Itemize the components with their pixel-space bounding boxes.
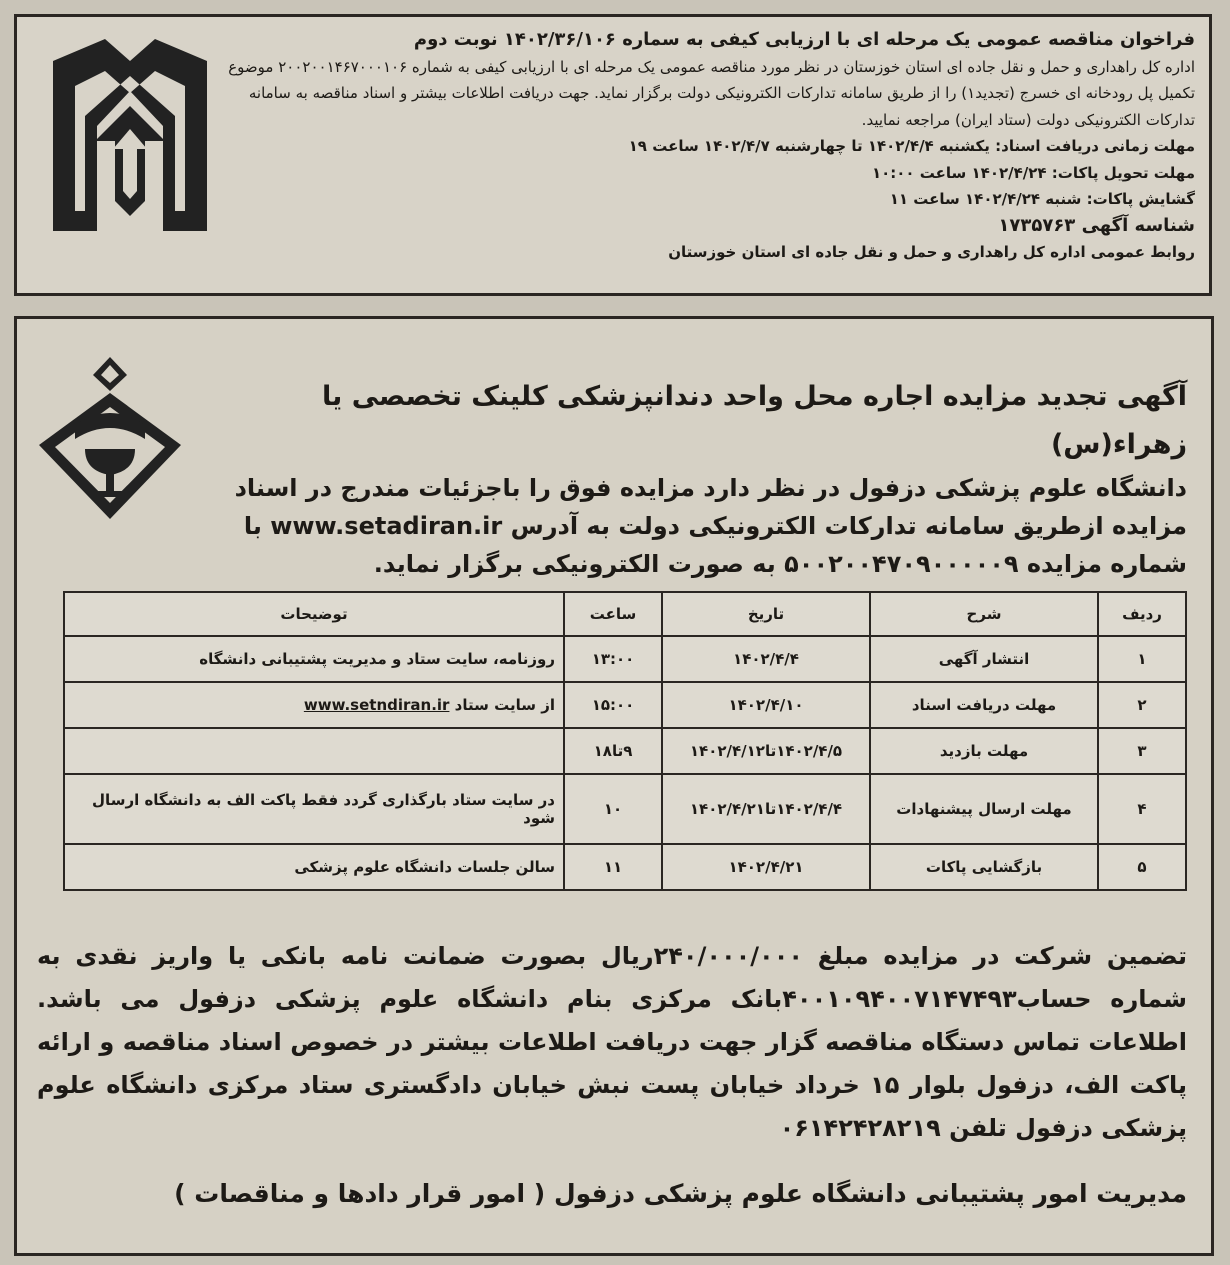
col-notes-header: توضیحات	[64, 592, 564, 636]
auction-footer: تضمین شرکت در مزایده مبلغ ۲۴۰/۰۰۰/۰۰۰ریال بصورت ضمانت نامه بانکی یا واریز نقدی به شماره حساب۴۰۰۱۰۹۴۰۰۷۱۴۷۴۹۳بانک مرکزی بنام دانشگاه علوم پزشکی دزفول می باشد. اطلاعات تماس دستگاه مناقصه گزار جهت دریافت اطلاعات بیشتر در خصوص اسناد مناقصه و ارائه پاکت الف، دزفول بلوار ۱۵ خرداد خیابان پست نبش خیابان دادگستری ستاد مرکزی دانشگاه علوم پزشکی دزفول تلفن ۰۶۱۴۲۴۲۸۲۱۹	[37, 942, 1187, 1142]
cell-date: ۱۴۰۲/۴/۱۰	[662, 682, 870, 728]
cell-notes-text: از سایت ستاد	[454, 696, 555, 714]
cell-row: ۳	[1098, 728, 1186, 774]
opening-date: گشایش پاکات: شنبه ۱۴۰۲/۴/۲۴ ساعت ۱۱	[889, 190, 1195, 208]
col-date-header: تاریخ	[662, 592, 870, 636]
tender-signature: روابط عمومی اداره کل راهداری و حمل و نقل جاده ای استان خوزستان	[668, 243, 1195, 261]
intro-text-1: دانشگاه علوم پزشکی دزفول در نظر دارد مزایده فوق را باجزئیات مندرج در اسناد مزایده ازطریق سامانه تدارکات الکترونیکی دولت به آدرس	[234, 474, 1187, 540]
auction-intro	[197, 469, 1187, 583]
road-organization-logo-icon	[35, 31, 225, 241]
delivery-deadline: مهلت تحویل پاکات: ۱۴۰۲/۴/۲۴ ساعت ۱۰:۰۰	[871, 163, 1195, 182]
cell-time: ۱۱	[564, 844, 662, 890]
table-header-row	[64, 592, 1186, 636]
cell-row: ۵	[1098, 844, 1186, 890]
cell-notes: سالن جلسات دانشگاه علوم پزشکی	[64, 844, 564, 890]
cell-row: ۴	[1098, 774, 1186, 844]
cell-desc: مهلت بازدید	[870, 728, 1098, 774]
cell-notes	[64, 682, 564, 728]
table-row	[64, 774, 1186, 844]
cell-desc: بازگشایی پاکات	[870, 844, 1098, 890]
col-desc-header: شرح	[870, 592, 1098, 636]
cell-time: ۹تا۱۸	[564, 728, 662, 774]
cell-date: ۱۴۰۲/۴/۴	[662, 636, 870, 682]
auction-notice-box	[14, 316, 1214, 1256]
cell-date: ۱۴۰۲/۴/۵تا۱۴۰۲/۴/۱۲	[662, 728, 870, 774]
cell-date: ۱۴۰۲/۴/۲۱	[662, 844, 870, 890]
cell-row: ۲	[1098, 682, 1186, 728]
cell-desc: مهلت ارسال پیشنهادات	[870, 774, 1098, 844]
cell-date: ۱۴۰۲/۴/۴تا۱۴۰۲/۴/۲۱	[662, 774, 870, 844]
table-row	[64, 636, 1186, 682]
schedule-table	[63, 591, 1187, 891]
setndiran-link[interactable]: www.setndiran.ir	[303, 696, 450, 714]
col-row-header: ردیف	[1098, 592, 1186, 636]
table-row	[64, 844, 1186, 890]
table-row	[64, 728, 1186, 774]
tender-notice-box	[14, 14, 1212, 296]
auction-title: آگهی تجدید مزایده اجاره محل واحد دندانپزشکی کلینک تخصصی یا زهراء(س)	[322, 381, 1187, 460]
cell-time: ۱۰	[564, 774, 662, 844]
tender-title: فراخوان مناقصه عمومی یک مرحله ای با ارزیابی کیفی به سماره ۱۴۰۲/۳۶/۱۰۶ نوبت دوم	[413, 29, 1195, 50]
setadiran-link[interactable]: www.setadiran.ir	[270, 512, 503, 540]
cell-time: ۱۵:۰۰	[564, 682, 662, 728]
university-medical-sciences-logo-icon	[35, 353, 185, 523]
intro-text-2: با شماره مزایده ۵۰۰۲۰۰۴۷۰۹۰۰۰۰۰۹ به صورت الکترونیکی برگزار نماید.	[243, 512, 1187, 578]
cell-notes: در سایت ستاد بارگذاری گردد فقط پاکت الف به دانشگاه ارسال شود	[64, 774, 564, 844]
cell-notes: روزنامه، سایت ستاد و مدیریت پشتیبانی دانشگاه	[64, 636, 564, 682]
auction-signature: مدیریت امور پشتیبانی دانشگاه علوم پزشکی دزفول ( امور قرار دادها و مناقصات )	[174, 1179, 1187, 1208]
ad-id: شناسه آگهی ۱۷۳۵۷۶۳	[998, 214, 1195, 236]
cell-row: ۱	[1098, 636, 1186, 682]
doc-deadline: مهلت زمانی دریافت اسناد: یکشنبه ۱۴۰۲/۴/۴ تا چهارشنبه ۱۴۰۲/۴/۷ ساعت ۱۹	[628, 137, 1195, 155]
cell-desc: انتشار آگهی	[870, 636, 1098, 682]
cell-notes	[64, 728, 564, 774]
tender-body: اداره کل راهداری و حمل و نقل جاده ای استان خوزستان در نظر مورد مناقصه عمومی یک مرحله ای با ارزیابی کیفی به شماره ۲۰۰۲۰۰۱۴۶۷۰۰۰۱۰۶ موضوع تکمیل پل رودخانه ای خسرج (تجدید۱) را از طریق سامانه تدارکات الکترونیکی دولت برگزار نماید. جهت دریافت اطلاعات بیشتر و اسناد مناقصه به سامانه تدارکات الکترونیکی دولت (ستاد ایران) مراجعه نمایید.	[228, 57, 1195, 129]
cell-time: ۱۳:۰۰	[564, 636, 662, 682]
col-time-header: ساعت	[564, 592, 662, 636]
cell-desc: مهلت دریافت اسناد	[870, 682, 1098, 728]
table-row	[64, 682, 1186, 728]
